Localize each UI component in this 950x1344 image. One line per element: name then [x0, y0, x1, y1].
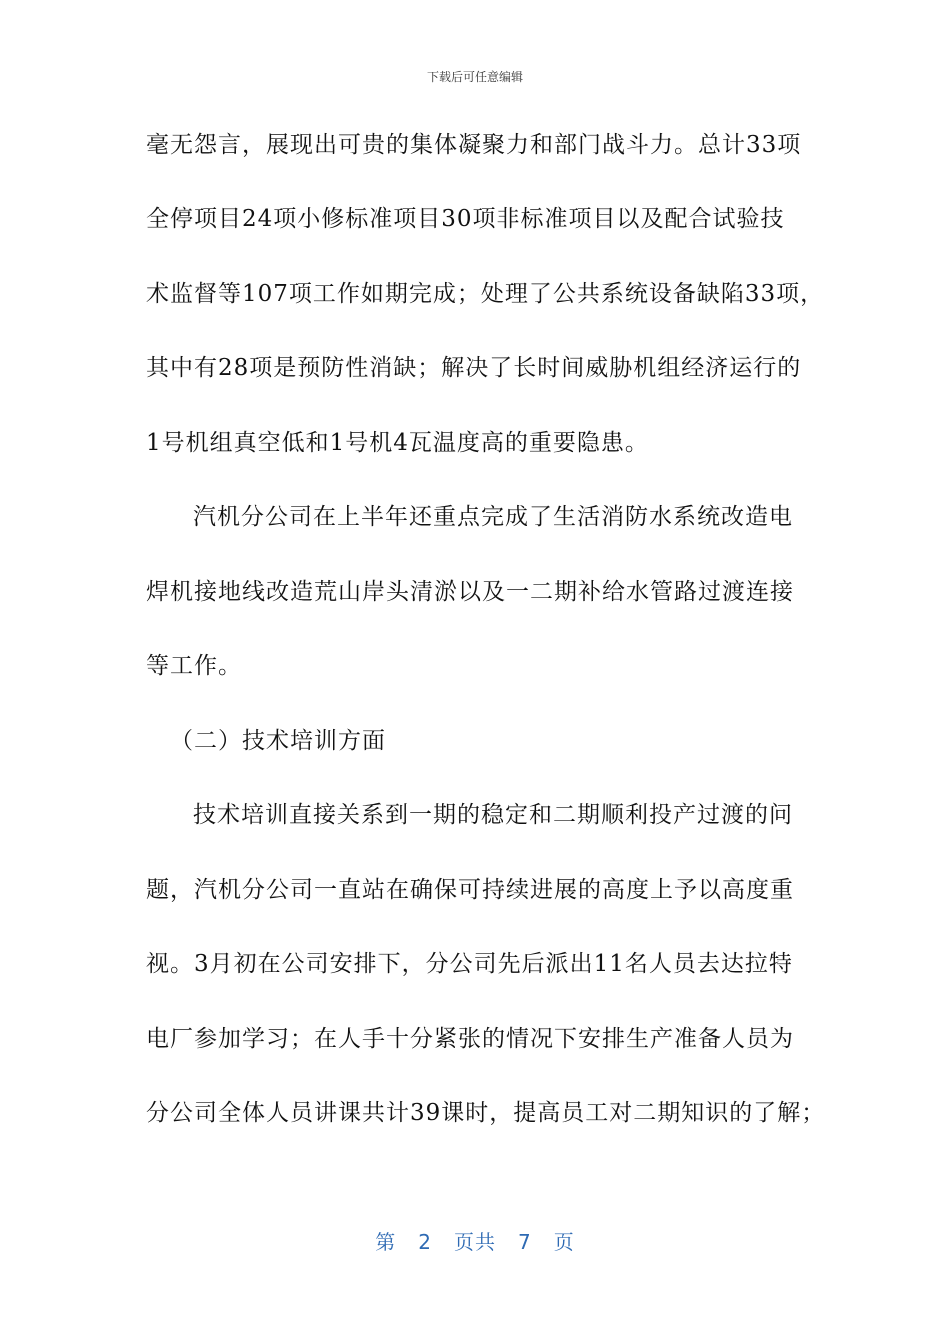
body-line-12: 视。3月初在公司安排下，分公司先后派出11名人员去达拉特	[146, 951, 793, 977]
body-line-2: 全停项目24项小修标准项目30项非标准项目以及配合试验技	[146, 206, 785, 232]
body-line-3: 术监督等107项工作如期完成；处理了公共系统设备缺陷33项，	[146, 281, 825, 307]
body-line-4: 其中有28项是预防性消缺；解决了长时间威胁机组经济运行的	[146, 355, 802, 381]
page-footer	[0, 1226, 950, 1255]
section-heading: （二）技术培训方面	[170, 728, 386, 754]
footer-prefix: 第	[375, 1230, 397, 1254]
body-line-13: 电厂参加学习；在人手十分紧张的情况下安排生产准备人员为	[146, 1026, 794, 1052]
body-line-10: 技术培训直接关系到一期的稳定和二期顺利投产过渡的问	[193, 802, 793, 828]
header-note: 下载后可任意编辑	[426, 70, 523, 84]
body-line-11: 题，汽机分公司一直站在确保可持续进展的高度上予以高度重	[146, 877, 794, 903]
total-page-number: 7	[518, 1230, 532, 1254]
body-line-6: 汽机分公司在上半年还重点完成了生活消防水系统改造电	[193, 504, 793, 530]
footer-middle: 页共	[454, 1230, 496, 1254]
footer-suffix: 页	[553, 1230, 575, 1254]
body-line-1: 毫无怨言，展现出可贵的集体凝聚力和部门战斗力。总计33项	[146, 132, 802, 158]
body-line-5: 1号机组真空低和1号机4瓦温度高的重要隐患。	[146, 430, 649, 456]
body-line-7: 焊机接地线改造荒山岸头清淤以及一二期补给水管路过渡连接	[146, 579, 794, 605]
body-line-14: 分公司全体人员讲课共计39课时，提高员工对二期知识的了解；	[146, 1100, 826, 1126]
body-line-8: 等工作。	[146, 653, 242, 679]
current-page-number: 2	[418, 1230, 432, 1254]
